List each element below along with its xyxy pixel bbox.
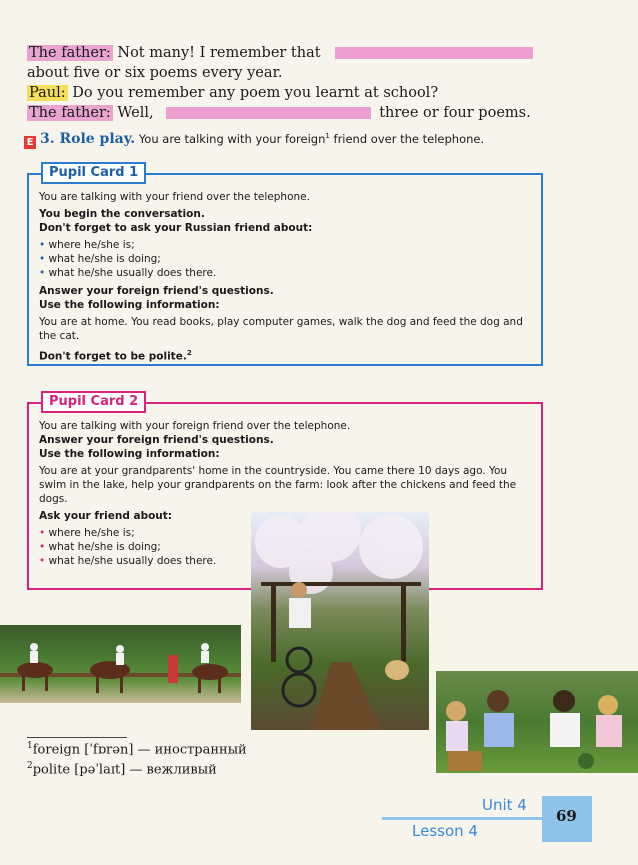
task-instruction-end: friend over the telephone. (329, 132, 485, 146)
card-answer: Answer your foreign friend's questions. (39, 285, 274, 297)
card-ask: Don't forget to ask your Russian friend about: (39, 222, 313, 234)
photo-horse-riding (0, 625, 241, 703)
pupil-card-1 (27, 165, 543, 366)
dialogue-line-2 (27, 64, 282, 83)
card-polite-text: Don't forget to be polite. (39, 350, 187, 363)
list-item: • what he/she usually does there. (39, 554, 531, 568)
dialogue-text: about five or six poems every year. (27, 65, 283, 81)
footnote-text: polite [pəˈlaɪt] — вежливый (32, 762, 217, 778)
card-ask-list (39, 238, 531, 280)
footnote-text: foreign [ˈfɒrən] — иностранный (32, 742, 247, 758)
card-info: You are at your grandparents' home in the countryside. You came there 10 days ago. You swim in the lake, help your grandparents on the farm: look after the chickens and feed the dogs. (39, 465, 517, 505)
horses-illustration (0, 625, 241, 703)
footnote-2 (27, 761, 217, 777)
card-answer: Answer your foreign friend's questions. (39, 434, 274, 446)
card-info: You are at home. You read books, play computer games, walk the dog and feed the dog and the cat. (39, 316, 523, 342)
card-begin: You begin the conversation. (39, 208, 205, 220)
dialogue-text: Not many! I remember that (112, 45, 321, 61)
card-intro: You are talking with your foreign friend over the telephone. (39, 420, 351, 432)
dialogue-line-4 (27, 104, 531, 123)
card-title: Pupil Card 2 (41, 391, 146, 413)
photo-family-picnic (436, 671, 638, 773)
dialogue-line-3 (27, 84, 438, 103)
card-ask: Ask your friend about: (39, 510, 173, 522)
card-intro: You are talking with your friend over the telephone. (39, 191, 310, 203)
cycling-illustration (251, 512, 429, 730)
speaker-father: The father: (29, 105, 111, 121)
dialogue-text: Do you remember any poem you learnt at school? (67, 85, 439, 101)
footnote-divider (27, 737, 127, 738)
photo-boy-cycling (251, 512, 429, 730)
card-title: Pupil Card 1 (41, 162, 146, 184)
footer-divider (382, 817, 542, 820)
speaker-father: The father: (29, 45, 111, 61)
card-polite (39, 346, 531, 364)
dialogue-text: Well, (112, 105, 154, 121)
list-item: • where he/she is; (39, 238, 531, 252)
list-item: • what he/she is doing; (39, 252, 531, 266)
blank-gap (335, 47, 533, 59)
dialogue-line-1 (27, 44, 533, 63)
speaker-paul: Paul: (29, 85, 66, 101)
list-item: • where he/she is; (39, 526, 531, 540)
task-instruction: You are talking with your foreign (138, 132, 326, 146)
task-heading (24, 131, 484, 149)
exercise-icon: E (24, 136, 36, 149)
page-number: 69 (556, 807, 577, 825)
footnote-ref: 2 (186, 349, 192, 357)
footnote-number: 1 (27, 741, 33, 751)
list-item: • what he/she is doing; (39, 540, 531, 554)
footnote-number: 2 (27, 761, 33, 771)
card-use: Use the following information: (39, 299, 220, 311)
blank-gap (166, 107, 371, 119)
list-item: • what he/she usually does there. (39, 266, 531, 280)
picnic-illustration (436, 671, 638, 773)
lesson-label: Lesson 4 (412, 822, 478, 840)
dialogue-text: three or four poems. (379, 105, 531, 121)
unit-label: Unit 4 (482, 796, 527, 814)
footnote-ref: 1 (325, 132, 330, 141)
task-number: 3. Role play. (40, 131, 136, 147)
card-use: Use the following information: (39, 448, 220, 460)
footnote-1 (27, 741, 247, 757)
